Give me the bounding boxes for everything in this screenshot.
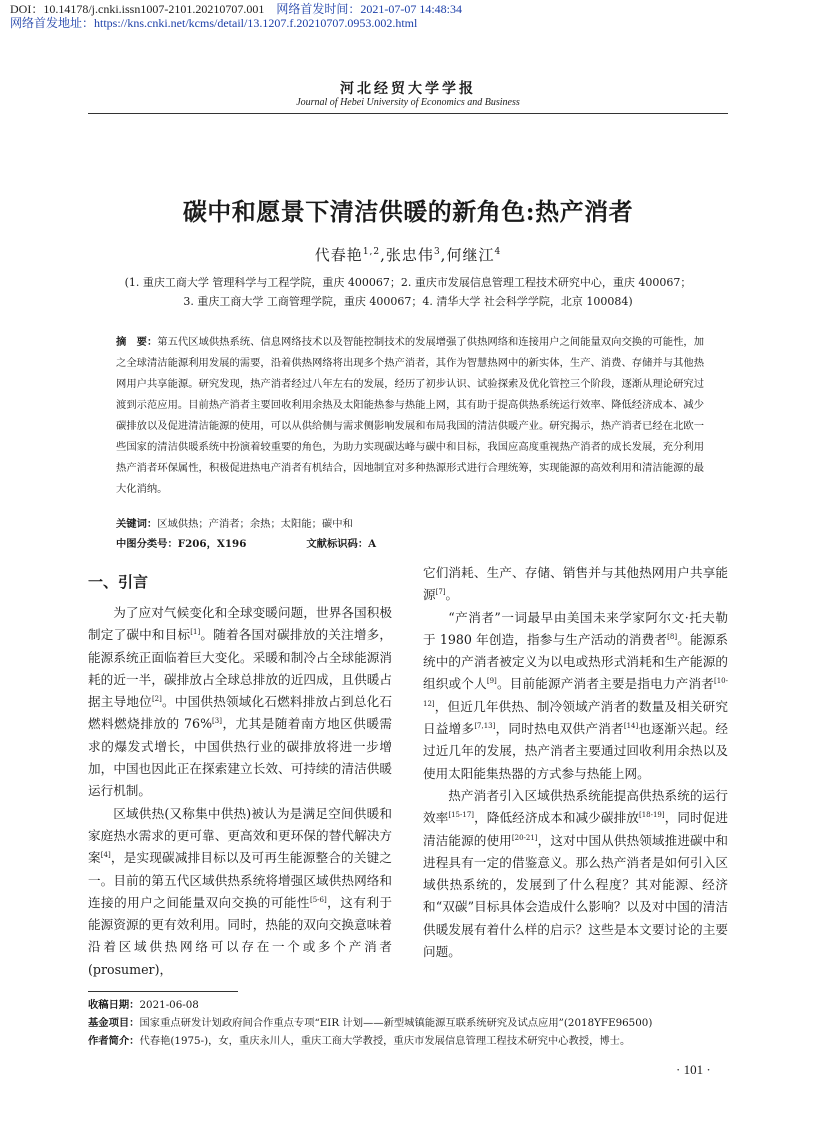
paragraph-text: ，但近几年供热、制冷领域产消者的数量及相关研究日益增多 <box>423 698 728 737</box>
paragraph-text: ，这有利于能源资源的更有效利用。同时，热能的双向交换意味着沿着区域供热网络可以存在一个或多个产消者(prosumer)， <box>88 894 393 977</box>
citation-ref: [3] <box>212 717 222 726</box>
citation-ref: [15-17] <box>448 811 475 820</box>
header-divider <box>88 113 728 114</box>
section-heading: 一、引言 <box>88 573 149 591</box>
doc-code-label: 文献标识码： <box>306 538 369 550</box>
paragraph-text: 。 <box>445 587 459 603</box>
author-bio-value: 代春艳(1975-)，女，重庆永川人，重庆工商大学教授，重庆市发展信息管理工程技术研究中心教授，博士。 <box>139 1035 631 1047</box>
body-right-column <box>423 562 728 963</box>
citation-ref: [7] <box>435 588 446 597</box>
clc-code: F206，X196 <box>177 538 247 550</box>
author-3-name: 何继江 <box>446 246 495 264</box>
citation-ref: [20-21] <box>511 833 538 842</box>
paragraph-text: 。中国供热领域化石燃料排放占到总化石燃料燃烧排放的 76% <box>88 694 393 732</box>
right-column-text <box>423 562 728 963</box>
abstract <box>116 332 704 500</box>
author-3-affil: 4 <box>494 247 502 257</box>
keywords <box>116 514 704 534</box>
author-1-name: 代春艳 <box>314 246 363 264</box>
classification <box>116 534 704 554</box>
paragraph-text: 也逐渐兴起。经过近几年的发展，热产消者主要通过回收利用余热以及使用太阳能集热器的方式参与热能上网。 <box>423 721 729 781</box>
keywords-text: 区域供热；产消者；余热；太阳能；碳中和 <box>157 518 353 530</box>
paragraph-text: “产消者”一词最早由美国未来学家阿尔文·托夫勒于 1980 年创造，指参与生产活动的消费者 <box>423 609 728 647</box>
clc-label: 中图分类号： <box>116 538 178 550</box>
author-bio <box>88 1032 728 1050</box>
author-bio-label: 作者简介： <box>88 1035 140 1047</box>
doc-code: A <box>368 538 377 550</box>
footnote-divider <box>88 991 238 992</box>
paragraph-text: ，同时促进清洁能源的使用 <box>423 810 729 848</box>
body-paragraph <box>423 607 728 785</box>
affiliation-line-2: 3. 重庆工商大学 工商管理学院，重庆 400067；4. 清华大学 社会科学学院，北京 100084) <box>183 295 633 308</box>
journal-title: 河北经贸大学学报 <box>340 81 476 97</box>
received-value: 2021-06-08 <box>139 999 199 1011</box>
citation-ref: [2] <box>151 695 162 703</box>
fund-value: 国家重点研发计划政府间合作重点专项“EIR 计划——新型城镇能源互联系统研究及试点应用”(2018YFE96500) <box>139 1017 653 1029</box>
author-2-name: 张忠伟 <box>385 246 434 264</box>
abstract-label: 摘 要： <box>116 336 158 348</box>
body-left-column <box>88 570 392 981</box>
doi-line <box>10 2 462 17</box>
fund-info <box>88 1014 728 1032</box>
citation-ref: [8] <box>667 632 678 641</box>
affiliation-line-1: (1. 重庆工商大学 管理科学与工程学院，重庆 400067；2. 重庆市发展信息管理工程技术研究中心，重庆 400067； <box>124 276 692 289</box>
paragraph-text: 它们消耗、生产、存储、销售并与其他热网用户共享能源 <box>423 565 728 603</box>
online-pub-url[interactable]: 网络首发地址：https://kns.cnki.net/kcms/detail/13.1207.f.20210707.0953.002.html <box>10 16 418 30</box>
left-column-text <box>88 602 392 981</box>
paragraph-text: 。随着各国对碳排放的关注增多，能源系统正面临着巨大变化。采暖和制冷占全球能源消耗的近一半，碳排放占全球总排放的近四成，且供暖占据主导地位 <box>88 627 393 710</box>
received-label: 收稿日期： <box>88 999 140 1011</box>
citation-ref: [4] <box>100 851 111 860</box>
citation-ref: [5-6] <box>309 895 327 904</box>
paragraph-text: 。目前能源产消者主要是指电力产消者 <box>496 676 714 692</box>
paragraph-text: ，同时热电双供产消者 <box>495 721 624 737</box>
citation-ref: [18-19] <box>638 811 665 820</box>
journal-title-en: Journal of Hebei University of Economics and Business <box>296 97 520 108</box>
paragraph-text: ，尤其是随着南方地区供暖需求的爆发式增长，中国供热行业的碳排放将进一步增加，中国也因此正在探索建立长效、可持续的清洁供暖运行机制。 <box>88 716 393 799</box>
body-paragraph <box>88 602 392 803</box>
paragraph-text: 为了应对气候变化和全球变暖问题，世界各国积极制定了碳中和目标 <box>88 605 392 643</box>
paragraph-text: 区域供热(又称集中供热)被认为是满足空间供暖和家庭热水需求的更可靠、更高效和更环保的替代解决方案 <box>88 805 392 866</box>
body-paragraph <box>423 562 728 607</box>
citation-ref: [10-12] <box>423 677 729 708</box>
received-date <box>88 996 728 1014</box>
citation-ref: [14] <box>623 721 639 730</box>
author-1-affil: 1,2 <box>362 247 381 257</box>
online-pub-time: 网络首发时间：2021-07-07 14:48:34 <box>276 2 462 16</box>
page-number: · 101 · <box>676 1062 711 1077</box>
doi-text: DOI：10.14178/j.cnki.issn1007-2101.20210707.001 <box>10 2 265 16</box>
author-2-affil: 3 <box>433 247 441 257</box>
author-list <box>0 244 816 265</box>
citation-ref: [7,13] <box>474 721 496 730</box>
paper-title: 碳中和愿景下清洁供暖的新角色:热产消者 <box>182 197 634 226</box>
abstract-text: 第五代区域供热系统、信息网络技术以及智能控制技术的发展增强了供热网络和连接用户之间能量双向交换的可能性，加之全球清洁能源利用发展的需要，沿着供热网络将出现多个热产消者，其作为智慧热网中的新实体，生产、消费、存储并与其他热网用户共享能源。研究发现，热产消者经过八年左右的发展，经历了初步认识、试验探索及优化管控三个阶段，逐渐从理论研究过渡到示范应用。目前热产消者主要回收利用余热及太阳能热参与热能上网，其有助于提高供热系统运行效率、降低经济成本、减少碳排放以及促进清洁能源的使用，可以从供给侧与需求侧影响发展和布局我国的清洁供暖产业。研究揭示，热产消者已经在北欧一些国家的清洁供暖系统中扮演着较重要的角色，为助力实现碳达峰与碳中和目标，我国应高度重视热产消者的成长发展，充分利用热产消者环保属性，积极促进热电产消者有机结合，因地制宜对多种热源形式进行合理统筹，实现能源的高效利用和清洁能源的最大化消纳。 <box>116 336 704 495</box>
author-sep: , <box>380 246 386 264</box>
body-paragraph <box>423 785 728 963</box>
citation-ref: [9] <box>486 677 497 686</box>
paragraph-text: ，是实现碳减排目标以及可再生能源整合的关键之一。目前的第五代区域供热系统将增强区域供热网络和连接的用户之间能量双向交换的可能性 <box>88 850 393 910</box>
citation-ref: [1] <box>190 628 201 637</box>
paragraph-text: ，降低经济成本和减少碳排放 <box>474 810 639 826</box>
keywords-label: 关键词： <box>116 518 158 530</box>
paragraph-text: 热产消者引入区域供热系统能提高供热系统的运行效率 <box>423 787 728 826</box>
body-paragraph <box>88 803 392 981</box>
fund-label: 基金项目： <box>88 1017 140 1029</box>
author-sep: , <box>440 246 447 264</box>
paragraph-text: 。能源系统中的产消者被定义为以电或热形式消耗和生产能源的组织或个人 <box>423 631 729 692</box>
paragraph-text: ，这对中国从供热领域推进碳中和进程具有一定的借鉴意义。那么热产消者是如何引入区域供热系统的，发展到了什么程度？其对能源、经济和“双碳”目标具体会造成什么影响？以及对中国的清洁供暖发展有着什么样的启示？这些是本文要讨论的主要问题。 <box>423 832 729 960</box>
